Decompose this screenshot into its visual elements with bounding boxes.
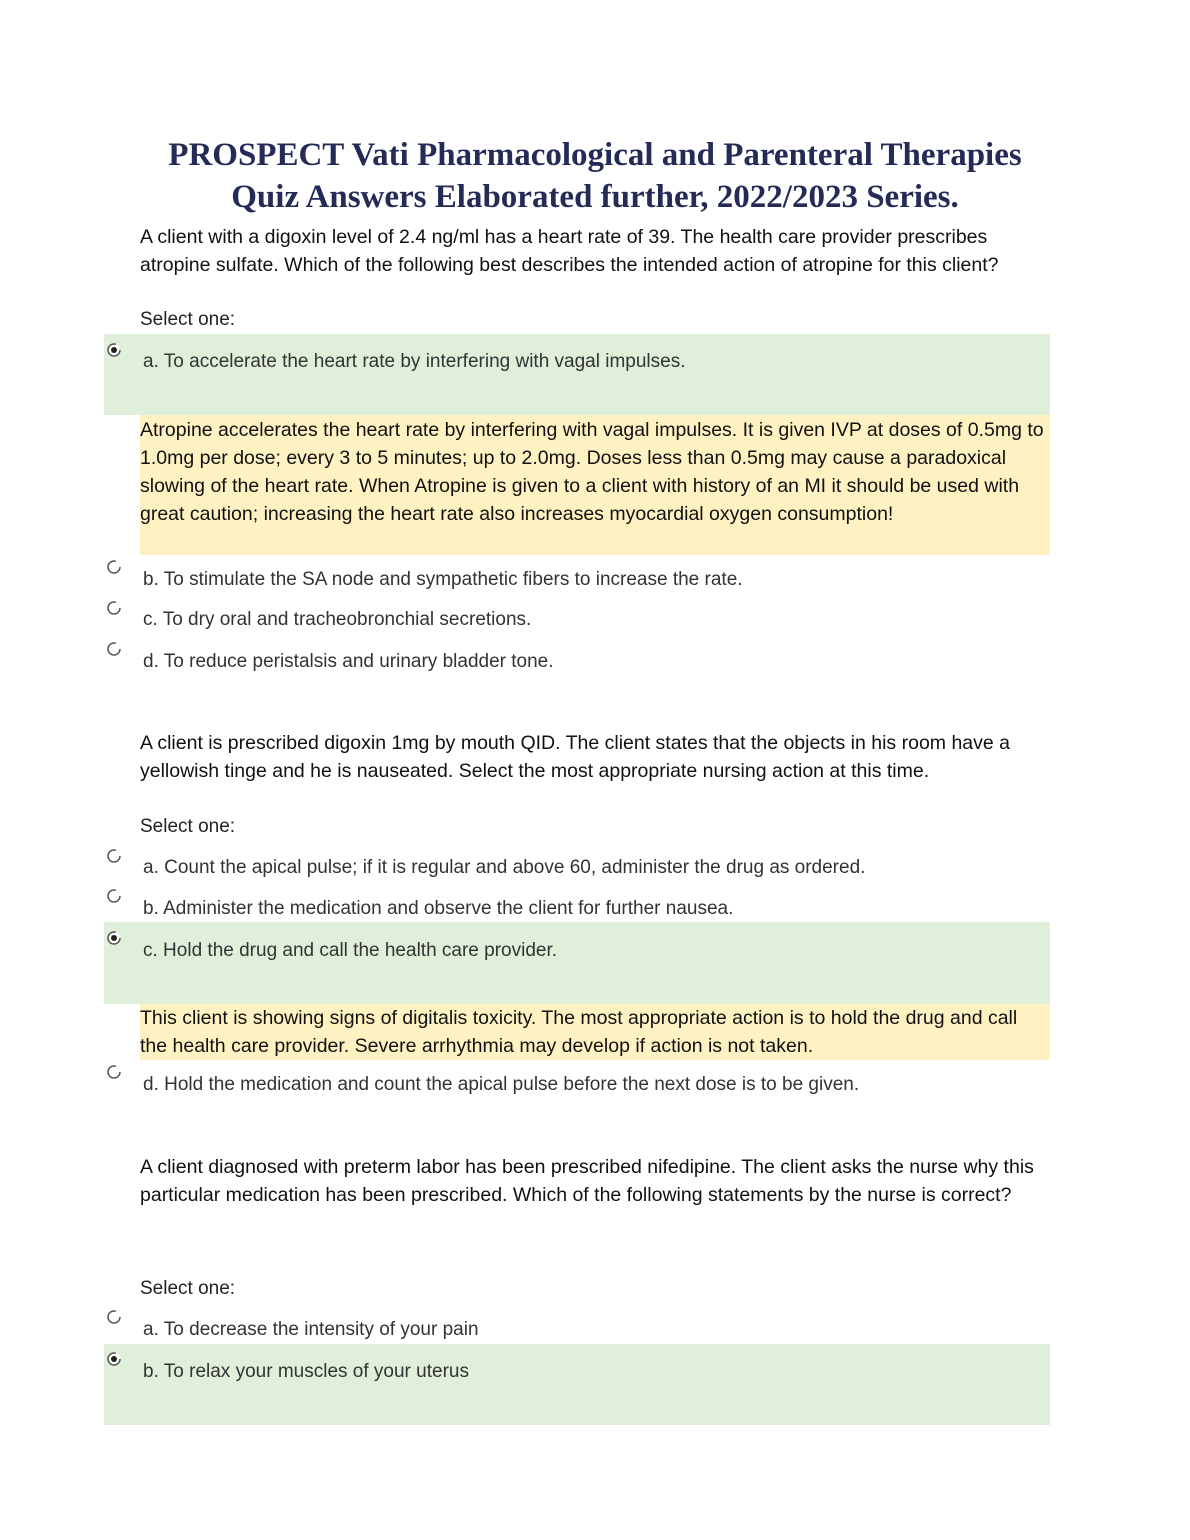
question-1-option-c-radio[interactable] [106,600,122,616]
question-1-explanation: Atropine accelerates the heart rate by interfering with vagal impulses. It is given IVP at doses of 0.5mg to 1.0mg per dose; every 3 to 5 minutes; up to 2.0mg. Doses less than 0.5mg may cause a paradoxical slowing of the heart rate. When Atropine is given to a client with history of an MI it should be used with great caution; increasing the heart rate also increases myocardial oxygen consumption! [140,419,1044,525]
question-2-select-label: Select one: [140,816,236,837]
question-1-option-b[interactable]: b. To stimulate the SA node and sympathetic fibers to increase the rate. [143,569,743,590]
question-2-option-b-radio[interactable] [106,888,122,904]
question-3-option-a-radio[interactable] [106,1309,122,1325]
question-2-option-c-radio[interactable] [106,930,122,946]
question-2-option-a-radio[interactable] [106,848,122,864]
question-2-answer-band [104,922,1050,1004]
title-line-2: Quiz Answers Elaborated further, 2022/2023 Series. [231,179,959,215]
question-1-option-c[interactable]: c. To dry oral and tracheobronchial secretions. [143,609,532,630]
question-1-select-label: Select one: [140,309,236,330]
question-3-option-a[interactable]: a. To decrease the intensity of your pain [143,1319,479,1340]
question-1-option-a[interactable]: a. To accelerate the heart rate by interfering with vagal impulses. [143,351,686,372]
question-2-option-d[interactable]: d. Hold the medication and count the apical pulse before the next dose is to be given. [143,1074,860,1095]
title-line-1: PROSPECT Vati Pharmacological and Parenteral Therapies [168,137,1022,173]
question-2-option-c[interactable]: c. Hold the drug and call the health care provider. [143,940,558,961]
question-1-option-d[interactable]: d. To reduce peristalsis and urinary bladder tone. [143,651,554,672]
question-3-select-label: Select one: [140,1278,236,1299]
question-2-option-b[interactable]: b. Administer the medication and observe the client for further nausea. [143,898,734,919]
question-2-option-a[interactable]: a. Count the apical pulse; if it is regular and above 60, administer the drug as ordered. [143,857,866,878]
question-1-option-b-radio[interactable] [106,559,122,575]
question-1-prompt: A client with a digoxin level of 2.4 ng/ml has a heart rate of 39. The health care provider prescribes atropine sulfate. Which of the following best describes the intended action of atropine for this client? [140,226,999,276]
question-2-prompt: A client is prescribed digoxin 1mg by mouth QID. The client states that the objects in his room have a yellowish tinge and he is nauseated. Select the most appropriate nursing action at this time. [140,732,1010,782]
question-3-option-b[interactable]: b. To relax your muscles of your uterus [143,1361,469,1382]
document-title [60,134,1130,218]
question-3-option-b-radio[interactable] [106,1351,122,1367]
question-2-explanation: This client is showing signs of digitalis toxicity. The most appropriate action is to hold the drug and call the health care provider. Severe arrhythmia may develop if action is not taken. [140,1007,1018,1057]
question-1-option-a-radio[interactable] [106,342,122,358]
question-2-option-d-radio[interactable] [106,1064,122,1080]
question-1-answer-band [104,334,1050,415]
question-3-prompt: A client diagnosed with preterm labor has been prescribed nifedipine. The client asks the nurse why this particular medication has been prescribed. Which of the following statements by the nurse is correct? [140,1156,1034,1206]
question-3-answer-band [104,1344,1050,1425]
question-1-option-d-radio[interactable] [106,641,122,657]
